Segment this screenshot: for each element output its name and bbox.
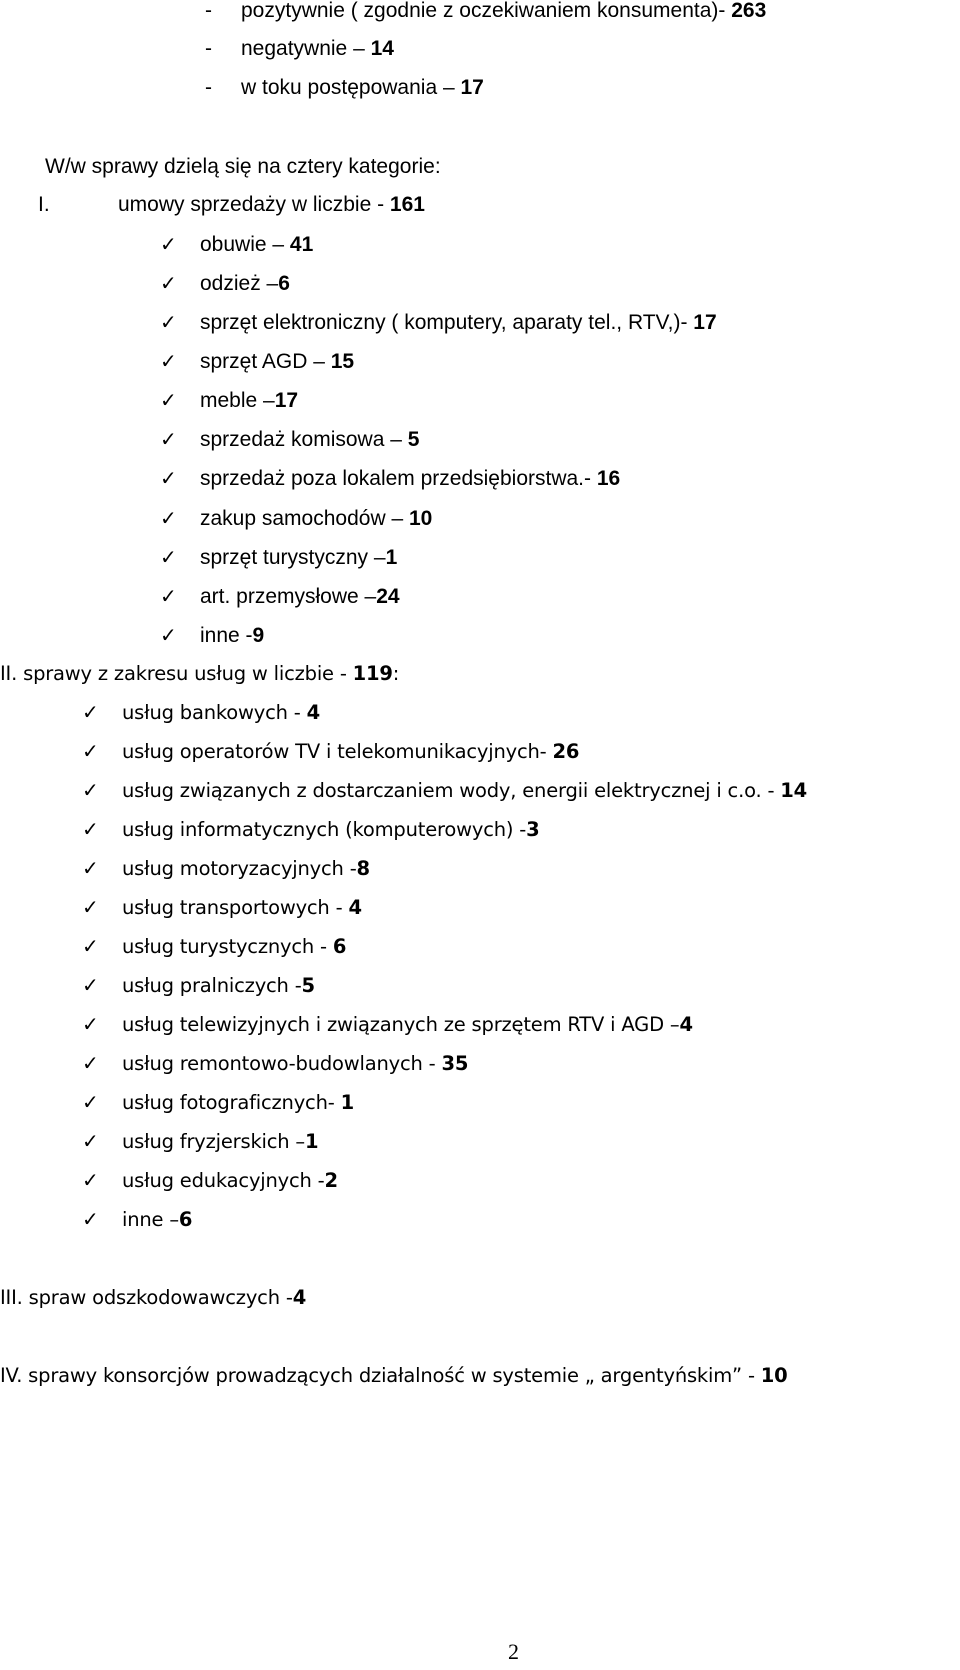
item-count: 1	[340, 1091, 354, 1114]
list-item	[82, 1051, 468, 1076]
item-label: sprzęt turystyczny –	[200, 546, 386, 569]
check-icon: ✓	[160, 271, 177, 295]
section-numeral: IV	[0, 1364, 17, 1387]
check-icon: ✓	[160, 310, 177, 334]
outcome-label: negatywnie –	[241, 37, 371, 60]
item-count: 14	[780, 779, 808, 802]
section-count: 4	[292, 1286, 307, 1309]
list-item	[160, 349, 354, 374]
item-count: 16	[596, 467, 621, 490]
check-icon: ✓	[82, 856, 99, 880]
item-count: 17	[693, 311, 717, 334]
section-count: 10	[760, 1364, 788, 1387]
check-icon: ✓	[82, 1207, 99, 1231]
item-count: 4	[679, 1013, 693, 1036]
item-label: sprzedaż komisowa –	[200, 428, 408, 451]
section-count: 119	[352, 662, 393, 685]
check-icon: ✓	[82, 739, 99, 763]
list-item	[82, 1129, 318, 1154]
list-item	[82, 895, 362, 920]
list-item	[82, 1012, 693, 1037]
list-item	[160, 427, 419, 452]
check-icon: ✓	[160, 232, 177, 256]
item-label: usług bankowych -	[122, 701, 307, 724]
item-label: zakup samochodów –	[200, 507, 409, 530]
check-icon: ✓	[82, 700, 99, 724]
item-count: 9	[252, 624, 265, 647]
check-icon: ✓	[82, 1168, 99, 1192]
item-count: 35	[441, 1052, 469, 1075]
list-item	[160, 271, 290, 296]
outcome-count: 14	[370, 37, 394, 60]
item-count: 1	[385, 546, 398, 569]
section-label: . spraw odszkodowawczych -	[16, 1286, 293, 1309]
item-count: 4	[348, 896, 362, 919]
item-label: sprzęt AGD –	[200, 350, 331, 373]
outcome-label: pozytywnie ( zgodnie z oczekiwaniem konsumenta)-	[241, 0, 732, 22]
page-number: 2	[508, 1639, 519, 1664]
item-label: usług fotograficznych-	[122, 1091, 341, 1114]
item-label: obuwie –	[200, 233, 290, 256]
item-label: usług turystycznych -	[122, 935, 333, 958]
check-icon: ✓	[160, 466, 177, 490]
item-count: 5	[407, 428, 420, 451]
check-icon: ✓	[160, 349, 177, 373]
item-label: inne -	[200, 624, 253, 647]
section-suffix: :	[392, 662, 400, 685]
check-icon: ✓	[82, 1129, 99, 1153]
item-label: usług pralniczych -	[122, 974, 302, 997]
item-label: odzież –	[200, 272, 279, 295]
item-count: 3	[526, 818, 540, 841]
list-item	[82, 856, 370, 881]
check-icon: ✓	[82, 895, 99, 919]
item-label: usług operatorów TV i telekomunikacyjnych-	[122, 740, 553, 763]
check-icon: ✓	[160, 427, 177, 451]
list-dash: -	[205, 0, 212, 22]
item-label: usług informatycznych (komputerowych) -	[122, 818, 527, 841]
outcome-positive	[205, 0, 766, 23]
check-icon: ✓	[82, 934, 99, 958]
list-item	[160, 466, 620, 491]
item-label: sprzęt elektroniczny ( komputery, aparaty tel., RTV,)-	[200, 311, 694, 334]
section-1-heading	[38, 193, 425, 217]
outcome-negative	[205, 37, 394, 61]
check-icon: ✓	[82, 973, 99, 997]
check-icon: ✓	[82, 817, 99, 841]
section-4-heading	[0, 1364, 788, 1388]
section-numeral: II	[0, 662, 12, 685]
list-item	[82, 1168, 338, 1193]
outcome-pending	[205, 76, 484, 100]
item-count: 26	[552, 740, 580, 763]
check-icon: ✓	[160, 388, 177, 412]
item-count: 8	[356, 857, 370, 880]
item-count: 2	[324, 1169, 338, 1192]
item-label: sprzedaż poza lokalem przedsiębiorstwa.-	[200, 467, 597, 490]
item-label: usług motoryzacyjnych -	[122, 857, 357, 880]
check-icon: ✓	[82, 1090, 99, 1114]
item-label: usług remontowo-budowlanych -	[122, 1052, 442, 1075]
check-icon: ✓	[160, 545, 177, 569]
intro-text: W/w sprawy dzielą się na cztery kategorie:	[45, 155, 441, 178]
check-icon: ✓	[160, 623, 177, 647]
section-label: umowy sprzedaży w liczbie -	[118, 193, 390, 216]
list-item	[160, 388, 298, 413]
item-count: 24	[376, 585, 400, 608]
list-dash: -	[205, 37, 212, 60]
section-numeral: III	[0, 1286, 17, 1309]
item-label: usług telewizyjnych i związanych ze sprzętem RTV i AGD –	[122, 1013, 680, 1036]
item-label: usług transportowych -	[122, 896, 349, 919]
outcome-count: 17	[460, 76, 484, 99]
item-count: 17	[274, 389, 299, 412]
section-numeral: I.	[38, 193, 50, 216]
item-count: 6	[278, 272, 290, 295]
check-icon: ✓	[82, 1051, 99, 1075]
item-count: 1	[304, 1130, 319, 1153]
list-item	[82, 934, 346, 959]
item-label: usług związanych z dostarczaniem wody, energii elektrycznej i c.o. -	[122, 779, 781, 802]
list-item	[82, 778, 807, 803]
check-icon: ✓	[160, 506, 177, 530]
item-count: 10	[408, 507, 433, 530]
list-item	[160, 584, 400, 609]
outcome-label: w toku postępowania –	[241, 76, 461, 99]
item-label: usług edukacyjnych -	[122, 1169, 325, 1192]
list-item	[160, 545, 397, 570]
list-dash: -	[205, 76, 212, 99]
item-count: 15	[330, 350, 355, 373]
item-label: meble –	[200, 389, 275, 412]
list-item	[82, 700, 320, 725]
list-item	[160, 623, 264, 648]
check-icon: ✓	[82, 1012, 99, 1036]
item-count: 41	[289, 233, 314, 256]
item-count: 6	[178, 1208, 193, 1231]
section-count: 161	[389, 193, 425, 216]
outcome-count: 263	[731, 0, 767, 22]
section-label: . sprawy z zakresu usług w liczbie -	[11, 662, 353, 685]
section-2-heading	[0, 662, 399, 686]
item-count: 5	[301, 974, 315, 997]
item-label: art. przemysłowe –	[200, 585, 377, 608]
section-3-heading	[0, 1286, 306, 1310]
item-count: 6	[332, 935, 347, 958]
list-item	[82, 739, 579, 764]
check-icon: ✓	[160, 584, 177, 608]
list-item	[160, 232, 313, 257]
list-item	[82, 973, 315, 998]
check-icon: ✓	[82, 778, 99, 802]
section-label: . sprawy konsorcjów prowadzących działalność w systemie „ argentyńskim” -	[16, 1364, 761, 1387]
item-label: inne –	[122, 1208, 179, 1231]
list-item	[160, 506, 432, 531]
item-count: 4	[306, 701, 320, 724]
list-item	[160, 310, 717, 335]
list-item	[82, 1090, 354, 1115]
list-item	[82, 1207, 192, 1232]
item-label: usług fryzjerskich –	[122, 1130, 305, 1153]
list-item	[82, 817, 540, 842]
